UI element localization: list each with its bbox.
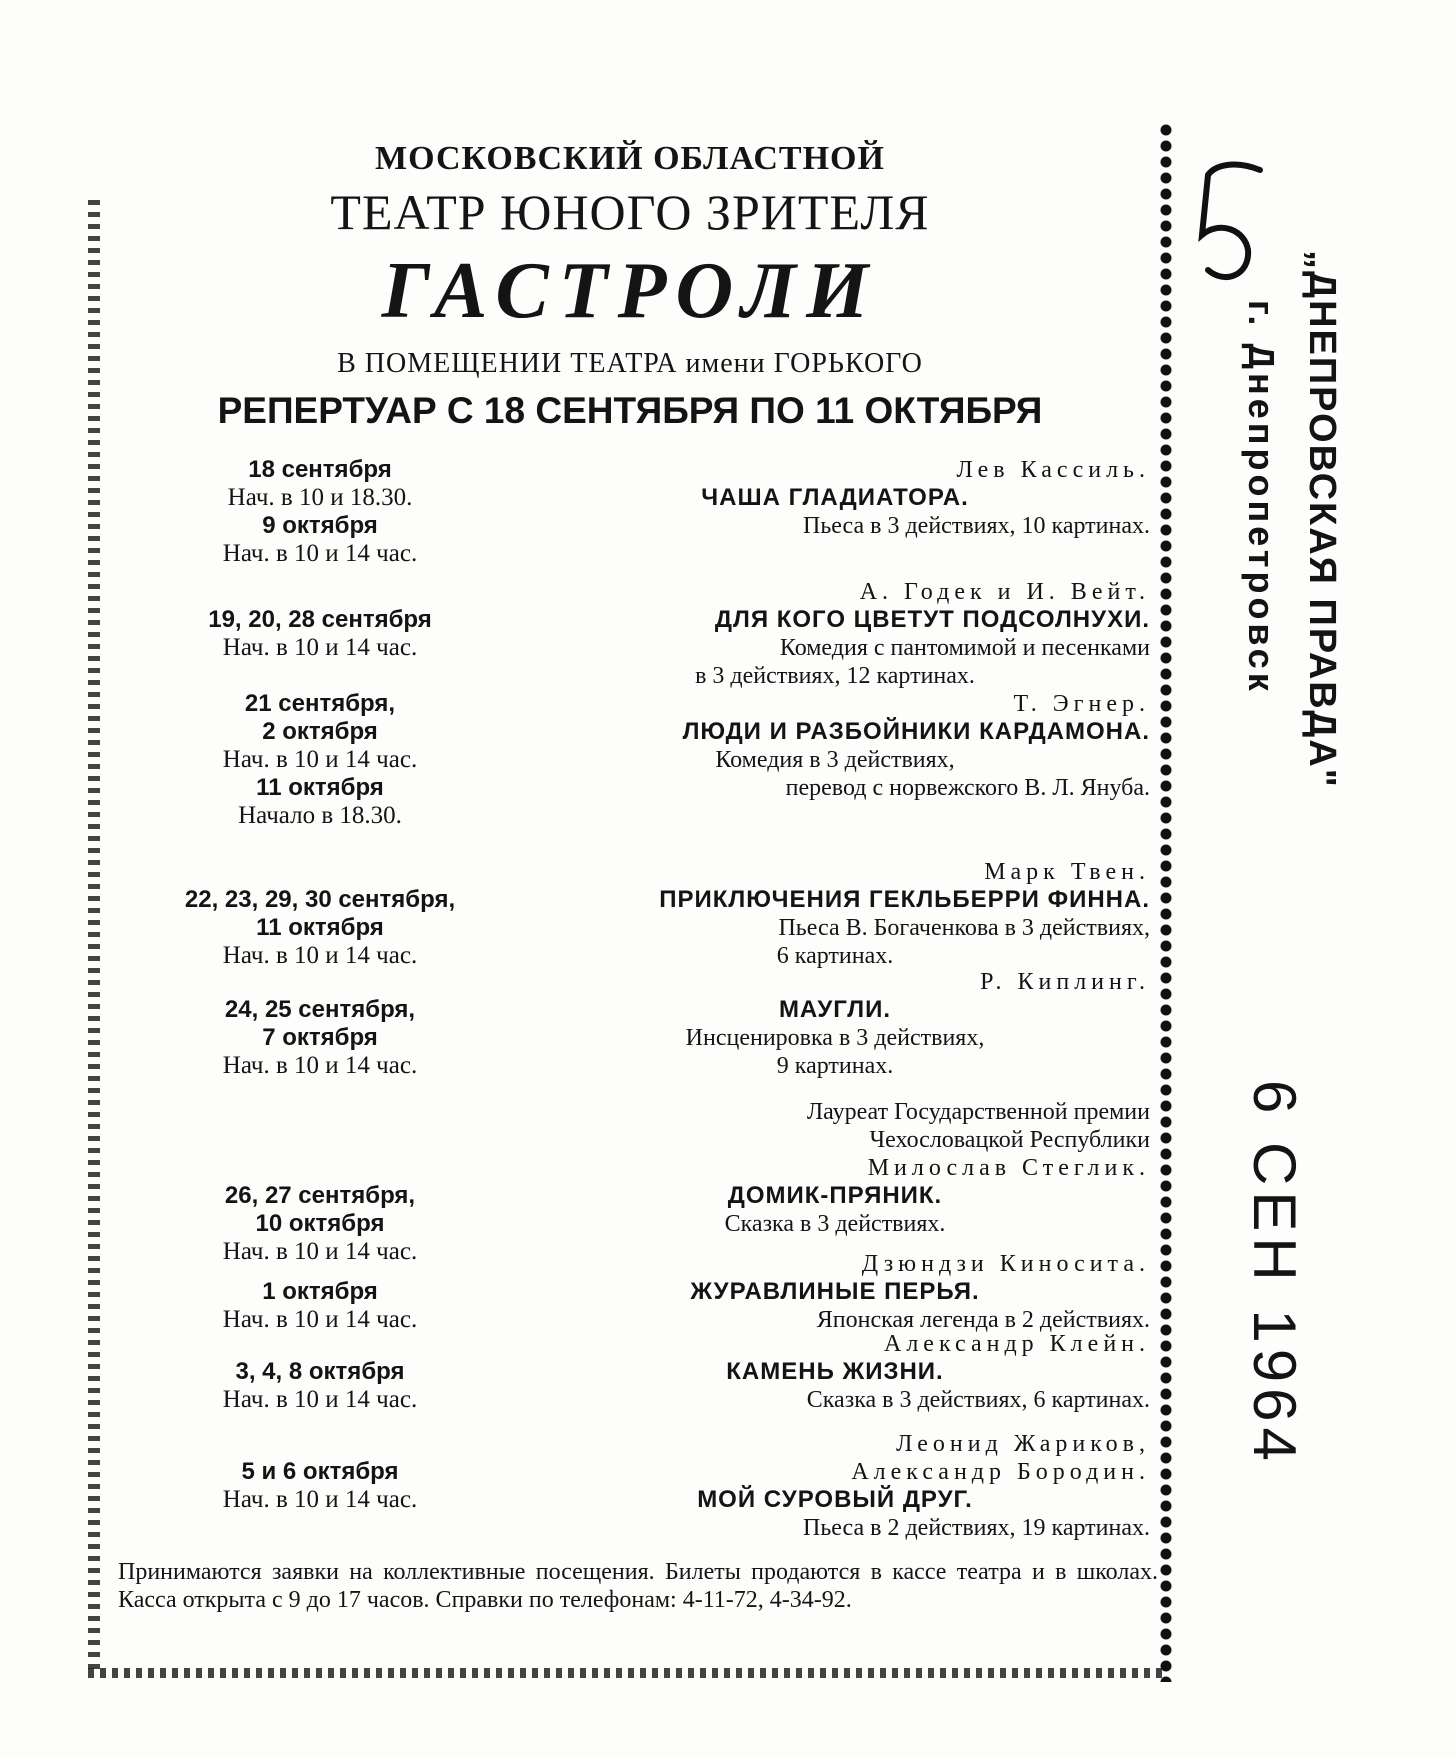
show-9-play bbox=[520, 1430, 1150, 1542]
show-time bbox=[120, 858, 520, 886]
show-date: 11 октября bbox=[256, 914, 384, 941]
play-desc: перевод с норвежского В. Л. Януба. bbox=[785, 775, 1150, 801]
footer-note: Принимаются заявки на коллективные посещения. Билеты продаются в кассе театра и в школах. Касса открыта с 9 до 17 часов. Справки по телефонам: 4-11-72, 4-34-92. bbox=[118, 1559, 1158, 1613]
show-5-dates bbox=[120, 968, 520, 1080]
show-time bbox=[120, 1330, 520, 1358]
play-author: Р. Киплинг. bbox=[980, 969, 1150, 995]
play-title: ЖУРАВЛИНЫЕ ПЕРЬЯ. bbox=[690, 1278, 980, 1305]
play-author: Александр Клейн. bbox=[884, 1331, 1150, 1357]
show-date: 3, 4, 8 октября bbox=[235, 1358, 405, 1385]
show-4-play bbox=[520, 858, 1150, 970]
play-author: Леонид Жариков, bbox=[896, 1431, 1150, 1457]
play-author: Лев Кассиль. bbox=[956, 457, 1150, 483]
play-title: ЧАША ГЛАДИАТОРА. bbox=[701, 484, 969, 511]
show-date: 22, 23, 29, 30 сентября, bbox=[184, 886, 456, 913]
show-time bbox=[120, 1154, 520, 1182]
play-author: А. Годек и И. Вейт. bbox=[859, 579, 1150, 605]
play-title: КАМЕНЬ ЖИЗНИ. bbox=[726, 1358, 944, 1385]
show-date: 19, 20, 28 сентября bbox=[208, 606, 432, 633]
show-2-play bbox=[520, 578, 1150, 690]
play-desc: Японская легенда в 2 действиях. bbox=[816, 1307, 1150, 1333]
show-date: 10 октября bbox=[255, 1210, 385, 1237]
show-time bbox=[120, 1430, 520, 1458]
show-time bbox=[120, 968, 520, 996]
date-stamp: 6 СЕН 1964 bbox=[1241, 1080, 1308, 1467]
show-date: 7 октября bbox=[262, 1024, 378, 1051]
right-beaded-border bbox=[1158, 122, 1174, 1682]
show-2-dates bbox=[120, 578, 520, 662]
show-1-dates bbox=[120, 456, 520, 568]
show-date: 1 октября bbox=[262, 1278, 378, 1305]
show-3-dates bbox=[120, 690, 520, 830]
play-author: Дзюндзи Киносита. bbox=[861, 1251, 1150, 1277]
play-desc: Сказка в 3 действиях. bbox=[724, 1211, 946, 1237]
play-desc: Сказка в 3 действиях, 6 картинах. bbox=[806, 1387, 1150, 1413]
show-time: Нач. в 10 и 14 час. bbox=[222, 634, 418, 661]
show-8-dates bbox=[120, 1330, 520, 1414]
play-desc: Пьеса в 3 действиях, 10 картинах. bbox=[803, 513, 1150, 539]
show-1-play bbox=[520, 456, 1150, 540]
show-time: Нач. в 10 и 14 час. bbox=[222, 1238, 418, 1265]
tour-heading: ГАСТРОЛИ bbox=[381, 247, 879, 335]
show-time bbox=[120, 1098, 520, 1126]
play-desc: Пьеса В. Богаченкова в 3 действиях, bbox=[778, 915, 1150, 941]
show-time: Нач. в 10 и 14 час. bbox=[222, 540, 418, 567]
show-time: Нач. в 10 и 14 час. bbox=[222, 1306, 418, 1333]
show-date: 5 и 6 октября bbox=[241, 1458, 399, 1485]
newspaper-stamp: „ДНЕПРОВСКАЯ ПРАВДА" bbox=[1301, 250, 1343, 789]
repertoire-heading: РЕПЕРТУАР С 18 СЕНТЯБРЯ ПО 11 ОКТЯБРЯ bbox=[217, 390, 1043, 431]
show-time: Нач. в 10 и 14 час. bbox=[222, 942, 418, 969]
show-date: 11 октября bbox=[256, 774, 384, 801]
play-desc: Инсценировка в 3 действиях, bbox=[685, 1025, 985, 1051]
show-time: Нач. в 10 и 14 час. bbox=[222, 746, 418, 773]
theatre-name: ТЕАТР ЮНОГО ЗРИТЕЛЯ bbox=[330, 184, 930, 240]
show-9-dates bbox=[120, 1430, 520, 1514]
show-time: Нач. в 10 и 14 час. bbox=[222, 1486, 418, 1513]
left-dotted-border bbox=[88, 200, 100, 1670]
show-date: 21 сентября, bbox=[244, 690, 396, 717]
bottom-dotted-border bbox=[88, 1668, 1164, 1678]
show-time: Начало в 18.30. bbox=[238, 802, 402, 829]
play-title: МАУГЛИ. bbox=[778, 996, 892, 1023]
show-date: 26, 27 сентября, bbox=[224, 1182, 416, 1209]
play-desc: 9 картинах. bbox=[776, 1053, 894, 1079]
play-title: ПРИКЛЮЧЕНИЯ ГЕКЛЬБЕРРИ ФИННА. bbox=[659, 886, 1150, 913]
show-date: 24, 25 сентября, bbox=[224, 996, 416, 1023]
play-desc: в 3 действиях, 12 картинах. bbox=[695, 663, 975, 689]
show-time: Нач. в 10 и 18.30. bbox=[227, 484, 413, 511]
show-4-dates bbox=[120, 858, 520, 970]
show-5-play bbox=[520, 968, 1150, 1080]
show-date: 2 октября bbox=[262, 718, 378, 745]
show-7-play bbox=[520, 1250, 1150, 1334]
play-desc: Лауреат Государственной премии bbox=[806, 1099, 1150, 1125]
play-desc: Комедия в 3 действиях, bbox=[715, 747, 955, 773]
play-desc: Чехословацкой Республики bbox=[869, 1127, 1150, 1153]
show-6-dates bbox=[120, 1098, 520, 1266]
show-6-play bbox=[520, 1098, 1150, 1238]
play-desc: 6 картинах. bbox=[776, 943, 894, 969]
show-time bbox=[120, 1250, 520, 1278]
play-title: МОЙ СУРОВЫЙ ДРУГ. bbox=[697, 1486, 973, 1513]
city-stamp: г. Днепропетровск bbox=[1241, 300, 1282, 695]
show-time bbox=[120, 1126, 520, 1154]
show-3-play bbox=[520, 690, 1150, 802]
org-line: МОСКОВСКИЙ ОБЛАСТНОЙ bbox=[375, 140, 885, 177]
venue-line: В ПОМЕЩЕНИИ ТЕАТРА имени ГОРЬКОГО bbox=[337, 348, 923, 379]
play-author: Милослав Стеглик. bbox=[867, 1155, 1150, 1181]
show-time: Нач. в 10 и 14 час. bbox=[222, 1052, 418, 1079]
show-date: 9 октября bbox=[262, 512, 378, 539]
play-author: Марк Твен. bbox=[984, 859, 1150, 885]
play-title: ЛЮДИ И РАЗБОЙНИКИ КАРДАМОНА. bbox=[682, 718, 1150, 745]
play-desc: Комедия с пантомимой и песенками bbox=[779, 635, 1150, 661]
show-7-dates bbox=[120, 1250, 520, 1334]
play-author: Т. Эгнер. bbox=[1013, 691, 1150, 717]
play-author: Александр Бородин. bbox=[851, 1459, 1150, 1485]
play-title: ДОМИК-ПРЯНИК. bbox=[727, 1182, 943, 1209]
show-time: Нач. в 10 и 14 час. bbox=[222, 1386, 418, 1413]
show-date: 18 сентября bbox=[248, 456, 392, 483]
play-title: ДЛЯ КОГО ЦВЕТУТ ПОДСОЛНУХИ. bbox=[714, 606, 1150, 633]
play-desc: Пьеса в 2 действиях, 19 картинах. bbox=[803, 1515, 1150, 1541]
show-time bbox=[120, 578, 520, 606]
handwritten-mark bbox=[1190, 150, 1270, 290]
show-8-play bbox=[520, 1330, 1150, 1414]
